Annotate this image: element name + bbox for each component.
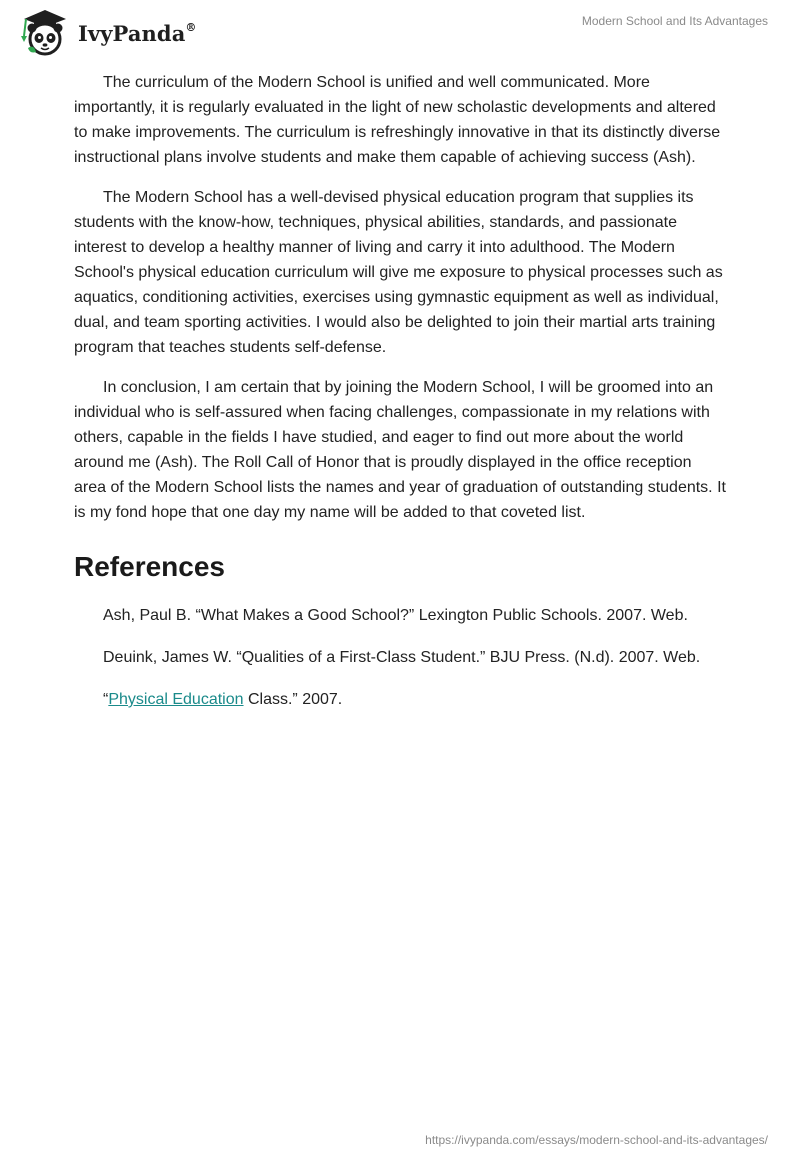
body-paragraph: The Modern School has a well-devised physical education program that supplies its students with the know-how, techniques, physical abilities, standards, and passionate interest to develop a healthy manner of living and carry it into adulthood. The Modern School's physical education curriculum will give me exposure to physical processes such as aquatics, conditioning activities, exercises using gymnastic equipment as well as individual, dual, and team sporting activities. I would also be delighted to join their martial arts training program that teaches students self-defense. [74, 189, 723, 356]
registered-mark: ® [185, 20, 197, 34]
source-url[interactable]: https://ivypanda.com/essays/modern-school-and-its-advantages/ [425, 1133, 768, 1147]
document-title: Modern School and Its Advantages [581, 14, 768, 28]
logo-wordmark: IvyPanda® [78, 20, 197, 46]
references-heading: References [74, 551, 225, 582]
page-header [0, 0, 800, 64]
ivypanda-logo[interactable] [14, 8, 197, 58]
physical-education-link[interactable]: Physical Education [108, 691, 244, 708]
panda-graduate-icon [14, 8, 76, 58]
reference-item [74, 687, 726, 712]
essay-content [74, 70, 726, 729]
reference-item: Deuink, James W. “Qualities of a First-Class Student.” BJU Press. (N.d). 2007. Web. [103, 649, 701, 666]
body-paragraph: In conclusion, I am certain that by joining the Modern School, I will be groomed into an individual who is self-assured when facing challenges, compassionate in my relations with others, capable in the fields I have studied, and eager to find out more about the world around me (Ash). The Roll Call of Honor that is proudly displayed in the office reception area of the Modern School lists the names and year of graduation of outstanding students. It is my fond hope that one day my name will be added to that coveted list. [74, 379, 726, 521]
reference-item: Ash, Paul B. “What Makes a Good School?” Lexington Public Schools. 2007. Web. [103, 607, 688, 624]
reference-suffix: Class.” 2007. [243, 691, 343, 708]
body-paragraph: The curriculum of the Modern School is unified and well communicated. More importantly, it is regularly evaluated in the light of new scholastic developments and altered to make improvements. The curriculum is refreshingly innovative in that its distinctly diverse instructional plans involve students and make them capable of achieving success (Ash). [74, 74, 721, 166]
reference-open-quote: “ [103, 691, 109, 708]
